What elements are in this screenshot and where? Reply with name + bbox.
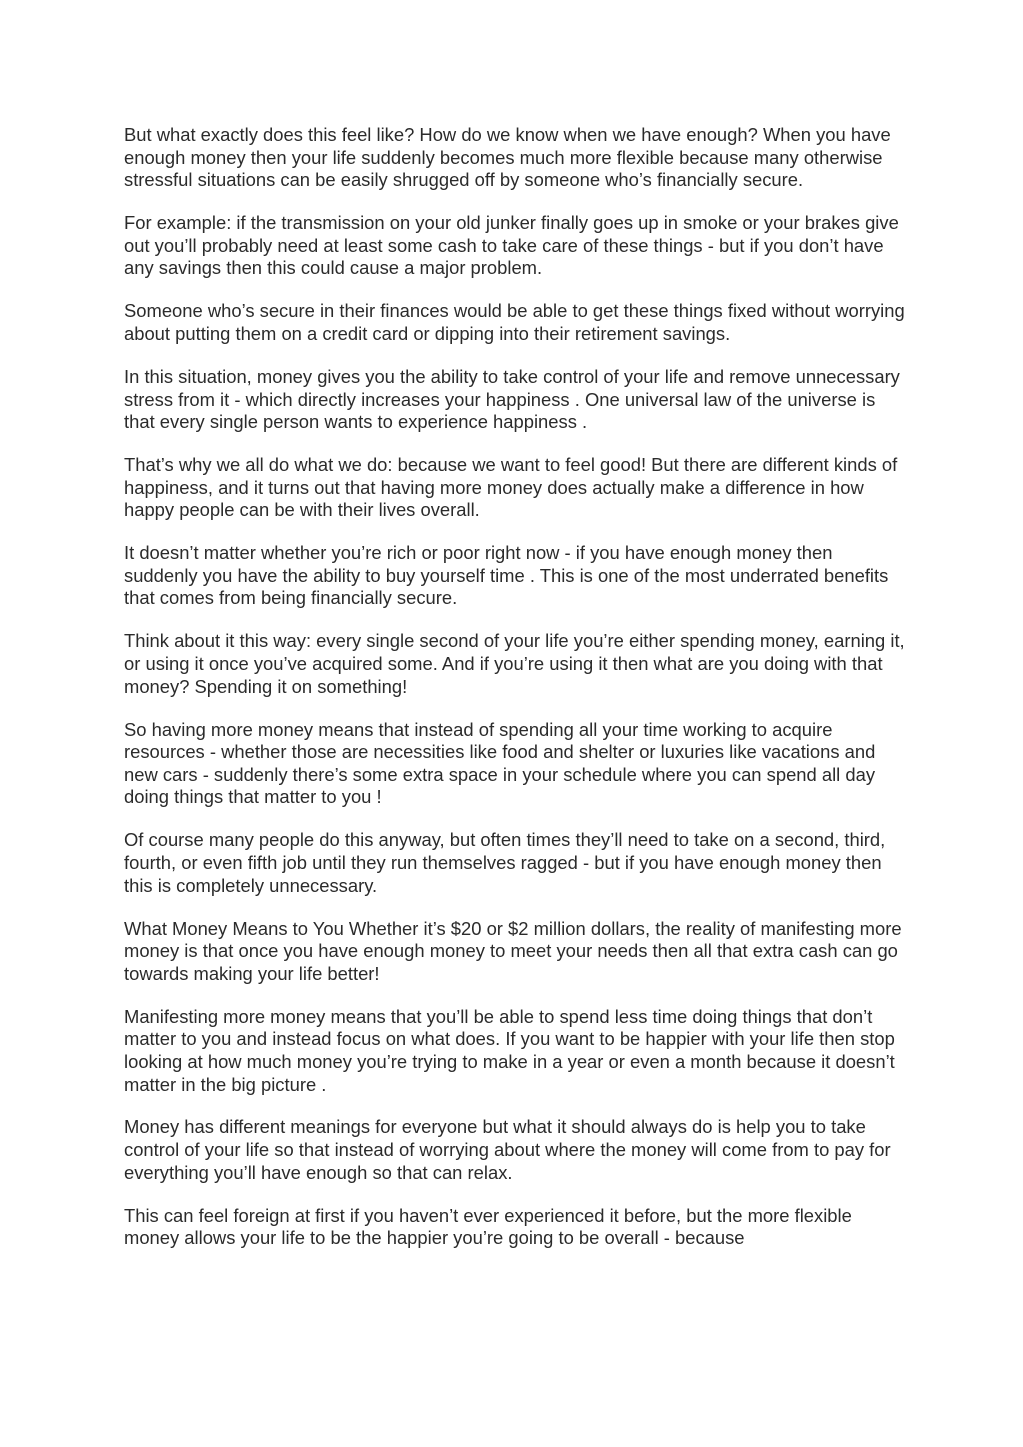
- paragraph-1: But what exactly does this feel like? How do we know when we have enough? When you have enough money then your life suddenly becomes much more flexible because many otherwise stressful situations can be easily shrugged off by someone who’s financially secure.: [124, 124, 891, 191]
- paragraph-2: For example: if the transmission on your old junker finally goes up in smoke or your brakes give out you’ll probably need at least some cash to take care of these things - but if you don’t have any savings then this could cause a major problem.: [124, 212, 899, 279]
- paragraph-3: Someone who’s secure in their finances would be able to get these things fixed without worrying about putting them on a credit card or dipping into their retirement savings.: [124, 300, 905, 344]
- paragraph-8: So having more money means that instead of spending all your time working to acquire resources - whether those are necessities like food and shelter or luxuries like vacations and new cars - suddenly there’s some extra space in your schedule where you can spend all day doing things that matter to you !: [124, 718, 876, 808]
- paragraph-5: That’s why we all do what we do: because we want to feel good! But there are different kinds of happiness, and it turns out that having more money does actually make a difference in how happy people can be with their lives overall.: [124, 454, 898, 521]
- paragraph-7: Think about it this way: every single second of your life you’re either spending money, earning it, or using it once you’ve acquired some. And if you’re using it then what are you doing with that money? Spending it on something!: [124, 630, 905, 697]
- paragraph-13: This can feel foreign at first if you haven’t ever experienced it before, but the more flexible money allows your life to be the happier you’re going to be overall - because: [124, 1204, 852, 1249]
- paragraph-11: Manifesting more money means that you’ll be able to spend less time doing things that don’t matter to you and instead focus on what does. If you want to be happier with your life then stop looking at how much money you’re trying to make in a year or even a month because it doesn’t matter in the big picture .: [124, 1005, 895, 1095]
- document-page: [124, 124, 906, 1270]
- paragraph-12: Money has different meanings for everyone but what it should always do is help you to take control of your life so that instead of worrying about where the money will come from to pay for everything you’ll have enough so that can relax.: [124, 1116, 891, 1183]
- paragraph-4: In this situation, money gives you the ability to take control of your life and remove unnecessary stress from it - which directly increases your happiness . One universal law of the universe is that every single person wants to experience happiness .: [124, 365, 900, 433]
- paragraph-10: What Money Means to You Whether it’s $20 or $2 million dollars, the reality of manifesting more money is that once you have enough money to meet your needs then all that extra cash can go towards making your life better!: [124, 917, 902, 984]
- paragraph-9: Of course many people do this anyway, but often times they’ll need to take on a second, third, fourth, or even fifth job until they run themselves ragged - but if you have enough money then this is completely unnecessary.: [124, 829, 886, 896]
- paragraph-6: It doesn’t matter whether you’re rich or poor right now - if you have enough money then suddenly you have the ability to buy yourself time . This is one of the most underrated benefits that comes from being financially secure.: [124, 542, 889, 609]
